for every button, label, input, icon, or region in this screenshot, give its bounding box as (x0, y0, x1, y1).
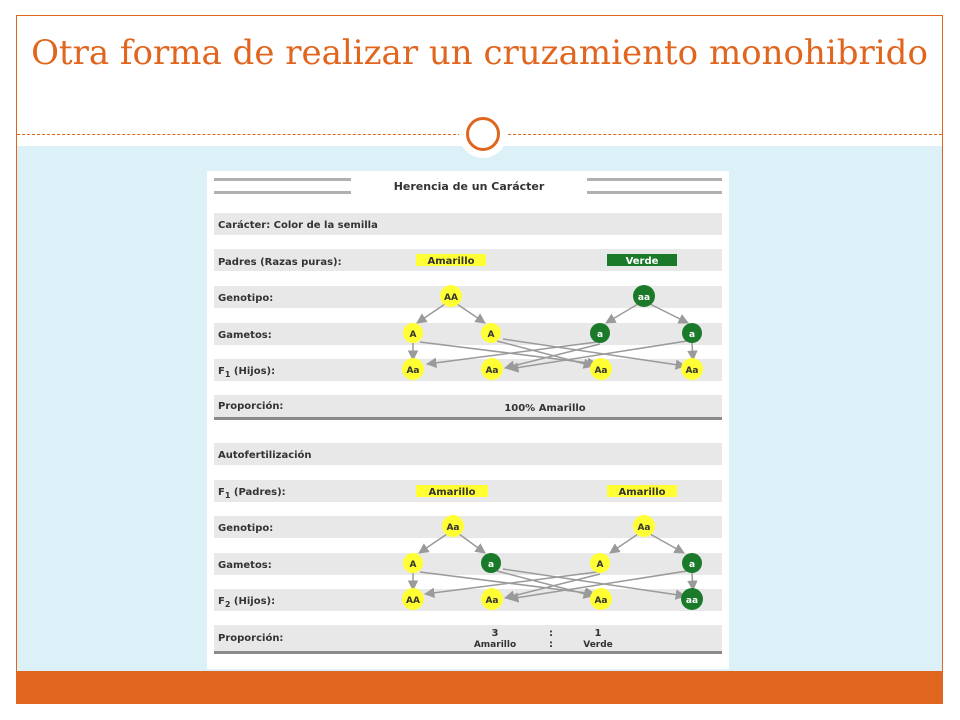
f1-hijos-label: $F_1$ (Hijos): (218, 366, 276, 379)
genotipo-label: Genotipo: (218, 293, 274, 304)
decorative-ring-icon (459, 110, 507, 158)
offspring-4-text: Aa (685, 366, 699, 376)
f1-padres-label: $F_1$ (Padres): (218, 487, 286, 500)
caracter-label: Carácter: Color de la semilla (218, 220, 378, 231)
gamete2-3-text: A (596, 560, 604, 570)
gamete-4-text: a (688, 330, 696, 340)
genotype2-2-text: Aa (637, 523, 651, 533)
offspring-2-text: Aa (485, 366, 499, 376)
gametos-label: Gametos: (218, 330, 272, 341)
slide-title: Otra forma de realizar un cruzamiento monohibrido (31, 33, 928, 73)
parent-amarillo-text: Amarillo (427, 256, 475, 267)
genotype2-1-text: Aa (446, 523, 460, 533)
genotype-aa-upper-text: AA (444, 293, 458, 303)
offspring-3-text: Aa (594, 366, 608, 376)
ratio-sep-2: : (549, 639, 553, 650)
proporcion-label-2: Proporción: (218, 633, 284, 644)
bottom-divider (214, 651, 722, 654)
proporcion-value: 100% Amarillo (504, 403, 586, 414)
offspring2-1-text: AA (406, 596, 420, 606)
f1-parent-2-text: Amarillo (618, 487, 666, 498)
gamete-3-text: a (596, 330, 604, 340)
genotype-aa-lower-text: aa (637, 293, 651, 303)
section-divider (214, 417, 722, 420)
ratio-sep-1: : (549, 628, 553, 639)
padres-label: Padres (Razas puras): (218, 257, 342, 268)
footer-bar (17, 671, 942, 703)
diagram-title: Herencia de un Carácter (393, 180, 545, 193)
autofertilizacion-label: Autofertilización (218, 450, 312, 461)
gamete2-1-text: A (409, 560, 417, 570)
offspring-1-text: Aa (406, 366, 420, 376)
f1-parent-1-text: Amarillo (428, 487, 476, 498)
offspring2-4-text: aa (685, 596, 699, 606)
ratio-left-text: Amarillo (473, 640, 517, 650)
gamete-2-text: A (487, 330, 495, 340)
genetics-diagram (207, 171, 729, 669)
f2-hijos-label: $F_2$ (Hijos): (218, 596, 276, 609)
gamete2-4-text: a (688, 560, 696, 570)
offspring2-3-text: Aa (594, 596, 608, 606)
ratio-left-num: 3 (491, 628, 499, 639)
ratio-right-num: 1 (594, 628, 602, 639)
gametos-label-2: Gametos: (218, 560, 272, 571)
gamete2-2-text: a (487, 560, 495, 570)
genotipo-label-2: Genotipo: (218, 523, 274, 534)
proporcion-label: Proporción: (218, 401, 284, 412)
gamete-1-text: A (409, 330, 417, 340)
ratio-right-text: Verde (583, 640, 613, 650)
parent-verde-text: Verde (625, 256, 659, 267)
offspring2-2-text: Aa (485, 596, 499, 606)
